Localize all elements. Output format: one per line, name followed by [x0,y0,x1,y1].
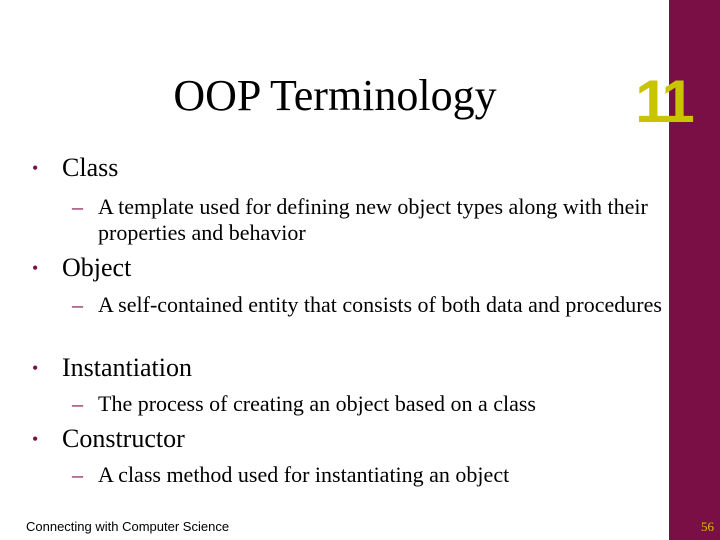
bullet-term: Object [62,253,132,282]
sub-item [72,391,662,417]
sub-item-text: The process of creating an object based on a class [98,391,536,416]
bullet-term: Constructor [62,424,185,453]
slide-title: OOP Terminology [173,71,497,120]
sub-item-text: A self-contained entity that consists of both data and procedures [98,292,662,317]
bullet-term: Class [62,153,119,182]
footer-book-title: Connecting with Computer Science [26,519,230,534]
sub-item [72,292,662,318]
bullet-icon: • [32,358,39,378]
dash-icon: – [72,194,83,219]
bullet-term: Instantiation [62,353,192,382]
bullet-item [30,152,650,184]
sub-item [72,462,662,488]
bullet-item [30,352,650,384]
dash-icon: – [72,391,83,416]
dash-icon: – [72,462,83,487]
bullet-icon: • [32,429,39,449]
chapter-number: 11 [635,68,691,135]
bullet-icon: • [32,158,39,178]
sub-item [72,194,662,246]
sub-item-text: A class method used for instantiating an object [98,462,510,487]
bullet-item [30,423,650,455]
sub-item-text: A template used for defining new object types along with their properties and behavior [98,194,648,245]
dash-icon: – [72,292,83,317]
page-number: 56 [701,519,714,534]
bullet-icon: • [32,258,39,278]
bullet-item [30,252,650,284]
